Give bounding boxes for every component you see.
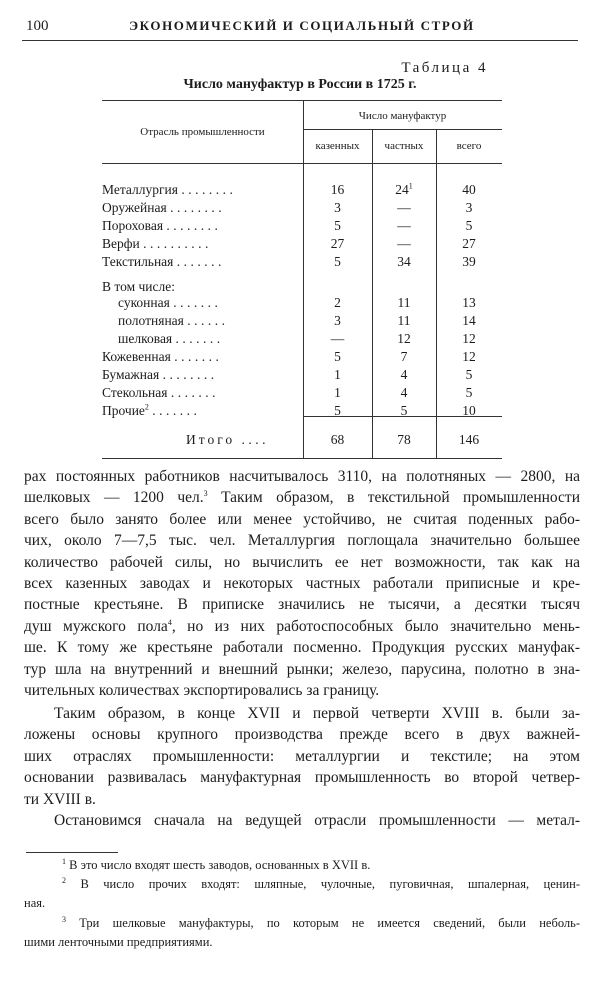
running-title: ЭКОНОМИЧЕСКИЙ И СОЦИАЛЬНЫЙ СТРОЙ <box>129 18 475 33</box>
text-line: шелковых — 1200 чел.$^3$ Таким образом, в текстильной промышленности <box>24 489 580 507</box>
footnotes <box>24 856 580 952</box>
table-row-label: Оружейная ........ <box>102 200 226 215</box>
table-subheading: В том числе: <box>102 279 175 294</box>
table-cell-total: 27 <box>462 236 476 251</box>
table-cell-private: 4 <box>400 385 408 400</box>
table-cell-state: 2 <box>334 295 341 310</box>
table-cell-state: 27 <box>330 236 345 251</box>
table-row-label: Кожевенная ....... <box>102 349 223 364</box>
table-cell-private: 4 <box>400 367 408 382</box>
text-line: душ мужского пола$^4$, но из них работоспособных было значительно мень- <box>24 617 581 635</box>
text-line: ше. К тому же крестьяне работали посменно. Продукция русских мануфак- <box>24 639 580 657</box>
running-header <box>26 18 578 38</box>
col-head-private: частных <box>384 140 424 152</box>
table-cell-total: 13 <box>462 295 476 310</box>
table-row-label: Бумажная ........ <box>102 367 218 382</box>
footnote-rule <box>26 852 118 853</box>
table-cell-private: 7 <box>400 349 408 364</box>
table-cell-state: 3 <box>334 313 341 328</box>
page-number: 100 <box>26 18 49 34</box>
header-rule <box>22 40 578 41</box>
table-cell-state: 3 <box>334 200 341 215</box>
table-bottom-rule <box>102 458 502 459</box>
text-line: всего было занято более или менее устойчиво, не считая поденных рабо- <box>24 510 580 528</box>
table-cell-total: 40 <box>462 182 476 197</box>
col-head-total: всего <box>456 140 482 152</box>
text-line: тур шла на внутренний и внешний рынки; железо, парусина, полотно в зна- <box>24 660 580 678</box>
col-head-state: казенных <box>315 140 360 152</box>
table-row-label: Металлургия ........ <box>102 182 237 197</box>
table-cell-private: $24^1$ <box>395 181 413 197</box>
table-cell-total: 5 <box>465 385 473 400</box>
table-row-label: суконная ....... <box>118 295 222 310</box>
table-cell-total: 12 <box>462 331 476 346</box>
table-top-rule <box>102 100 502 101</box>
col-head-group: Число мануфактур <box>358 110 447 122</box>
footnote-3-cont: шими ленточными предприятиями. <box>24 934 213 949</box>
table-cell-total: 5 <box>465 367 473 382</box>
text-line: чительных количествах экспортировались за границу. <box>24 681 380 699</box>
table-subhead-rule <box>303 129 502 130</box>
body-paragraph-3 <box>24 810 580 830</box>
text-line: количество рабочей силы, но вычислить ее нет возможности, так как на <box>24 553 580 571</box>
table-cell-total: 5 <box>465 218 473 233</box>
table-cell-state: 5 <box>334 218 341 233</box>
table-cell-state: 1 <box>334 367 341 382</box>
footnote-3: $^3$ Три шелковые мануфактуры, по которым не имеется сведений, были неболь- <box>62 914 581 930</box>
table-cell-private: 5 <box>400 403 408 418</box>
table-total-total: 146 <box>458 432 480 447</box>
text-line: постные крестьяне. В приписке значились не тысячи, а десятки тысяч <box>24 596 580 614</box>
table-cell-total: 14 <box>462 313 476 328</box>
table-cell-total: 10 <box>462 403 476 418</box>
table-row-label: Пороховая ........ <box>102 218 222 233</box>
table-cell-private: 12 <box>397 331 411 346</box>
text-line: Остановимся сначала на ведущей отрасли промышленности — метал- <box>54 812 580 829</box>
table-caption: Число мануфактур в России в 1725 г. <box>183 77 417 92</box>
table-row-label: шелковая ....... <box>118 331 224 346</box>
footnote-2-cont: ная. <box>24 896 46 911</box>
table-cell-private: — <box>397 236 411 251</box>
table-row-label: Стекольная ....... <box>102 385 219 400</box>
table-row-label: Текстильная ....... <box>102 254 225 269</box>
text-line: основании развивалась мануфактурная промышленность во второй четвер- <box>24 769 580 787</box>
table-cell-private: 11 <box>397 313 411 328</box>
table-total-label: Итого .... <box>186 432 270 447</box>
text-line: ти XVIII в. <box>24 790 96 808</box>
table-header-bottom-rule <box>102 163 502 164</box>
table-row-label: Верфи .......... <box>102 236 212 251</box>
table-total-state: 68 <box>330 432 345 447</box>
text-line: чих, около 7—7,5 тыс. чел. Металлургия поглощала значительно большее <box>24 532 580 550</box>
table-row-label: полотняная ...... <box>118 313 229 328</box>
text-line: всех казенных заводах и некоторых частных работали приписные и кре- <box>24 574 580 592</box>
text-line: ших отраслях промышленности: металлургии и текстиле; на этом <box>24 747 580 765</box>
table-cell-state: — <box>330 331 345 346</box>
table-cell-total: 12 <box>462 349 476 364</box>
table-cell-total: 39 <box>462 254 476 269</box>
text-line: ложены основы крупного производства прежде всего в двух важней- <box>24 726 580 744</box>
table-label: Таблица 4 <box>401 60 488 76</box>
table-cell-total: 3 <box>465 200 473 215</box>
footnote-2: $^2$ В число прочих входят: шляпные, чулочные, пуговичная, шпалерная, ценин- <box>62 876 581 892</box>
text-line: рах постоянных работников насчитывалось 3110, на полотняных — 2800, на <box>24 468 580 485</box>
body-paragraph-1 <box>24 466 580 701</box>
body-paragraph-2 <box>24 703 580 810</box>
table-cell-state: 16 <box>330 182 345 197</box>
footnote-1: $^1$ В это число входят шесть заводов, основанных в XVII в. <box>62 856 371 872</box>
table-cell-private: — <box>397 218 411 233</box>
table-cell-state: 5 <box>334 349 341 364</box>
table-cell-state: 5 <box>334 403 341 418</box>
text-line: Таким образом, в конце XVII и первой четверти XVIII в. были за- <box>54 705 580 722</box>
table-cell-private: 34 <box>397 254 411 269</box>
table-cell-state: 1 <box>334 385 341 400</box>
table-row-label: Прочие$^2$ ....... <box>102 402 201 418</box>
col-head-branch: Отрасль промышленности <box>140 126 265 138</box>
table-cell-private: 11 <box>397 295 411 310</box>
table-total-private: 78 <box>397 432 411 447</box>
table-cell-state: 5 <box>334 254 341 269</box>
table-cell-private: — <box>397 200 411 215</box>
